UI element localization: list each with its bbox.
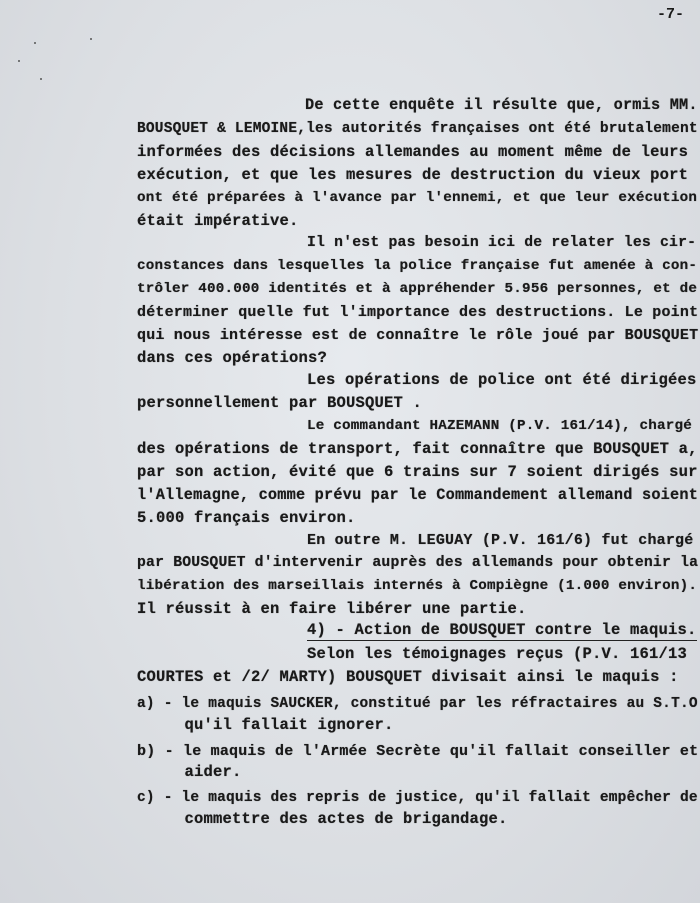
- text-line: Selon les témoignages reçus (P.V. 161/13: [307, 645, 688, 663]
- text-line: En outre M. LEGUAY (P.V. 161/6) fut chargé: [307, 532, 694, 549]
- text-line: De cette enquête il résulte que, ormis MM.: [305, 96, 698, 114]
- text-line: ont été préparées à l'avance par l'ennemi, et que leur exécution: [137, 190, 698, 206]
- list-item-b-cont: aider.: [137, 763, 242, 781]
- list-item-c-cont: commettre des actes de brigandage.: [137, 810, 508, 828]
- text-line: trôler 400.000 identités et à appréhender 5.956 personnes, et de: [137, 281, 698, 297]
- text-line: 5.000 français environ.: [137, 509, 356, 527]
- text-line: informées des décisions allemandes au moment même de leurs: [137, 143, 689, 161]
- text-line: était impérative.: [137, 212, 299, 230]
- text-line: BOUSQUET & LEMOINE,les autorités françaises ont été brutalement: [137, 121, 698, 137]
- text-line: personnellement par BOUSQUET .: [137, 394, 423, 412]
- text-line: qui nous intéresse est de connaître le rôle joué par BOUSQUET: [137, 327, 699, 344]
- text-line: libération des marseillais internés à Compiègne (1.000 environ).: [137, 578, 698, 594]
- text-line: COURTES et /2/ MARTY) BOUSQUET divisait ainsi le maquis :: [137, 668, 679, 686]
- text-line: Il réussit à en faire libérer une partie.: [137, 600, 527, 618]
- text-line: constances dans lesquelles la police française fut amenée à con-: [137, 258, 698, 274]
- text-line: par son action, évité que 6 trains sur 7 soient dirigés sur: [137, 463, 698, 481]
- list-item-a: a) - le maquis SAUCKER, constitué par les réfractaires au S.T.O: [137, 696, 698, 712]
- list-item-c: c) - le maquis des repris de justice, qu'il fallait empêcher de: [137, 790, 698, 806]
- text-line: Il n'est pas besoin ici de relater les cir-: [307, 235, 697, 251]
- text-line: par BOUSQUET d'intervenir auprès des allemands pour obtenir la: [137, 555, 699, 571]
- list-item-b: b) - le maquis de l'Armée Secrète qu'il fallait conseiller et: [137, 743, 699, 760]
- list-item-a-cont: qu'il fallait ignorer.: [137, 716, 394, 734]
- text-line: dans ces opérations?: [137, 349, 328, 367]
- page-number: -7-: [656, 6, 684, 23]
- text-line: Le commandant HAZEMANN (P.V. 161/14), chargé: [307, 418, 693, 434]
- text-line: déterminer quelle fut l'importance des destructions. Le point: [137, 304, 699, 321]
- text-line: exécution, et que les mesures de destruction du vieux port: [137, 166, 689, 184]
- text-line: Les opérations de police ont été dirigées: [307, 371, 697, 389]
- text-line: des opérations de transport, fait connaître que BOUSQUET a,: [137, 440, 698, 458]
- text-line: l'Allemagne, comme prévu par le Commandement allemand soient: [137, 486, 699, 504]
- section-heading: 4) - Action de BOUSQUET contre le maquis.: [307, 621, 697, 639]
